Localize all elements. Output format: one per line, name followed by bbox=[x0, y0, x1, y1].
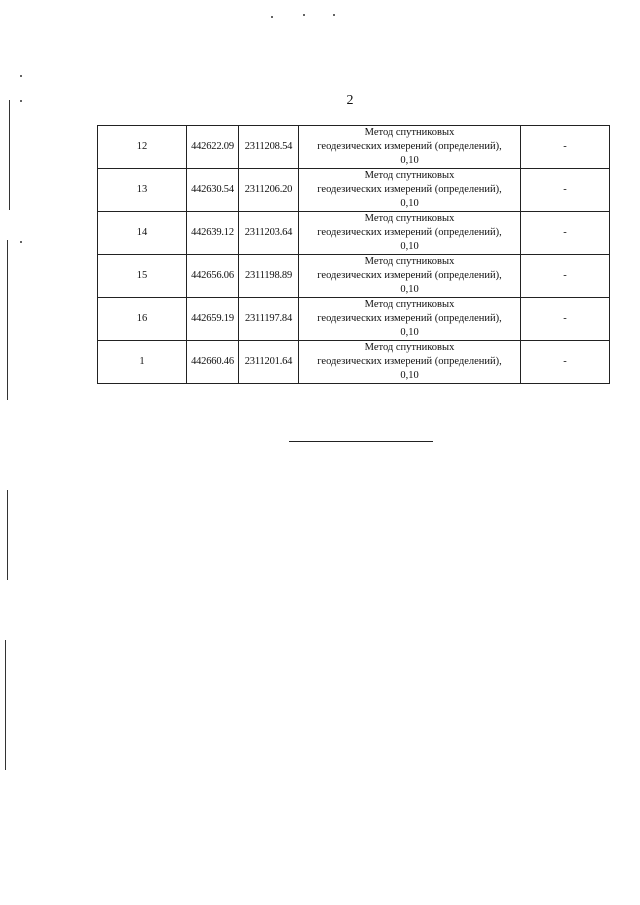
table-row bbox=[98, 298, 610, 341]
scan-edge-mark bbox=[7, 490, 8, 580]
method-line: геодезических измерений (определений), bbox=[317, 356, 502, 367]
y-coordinate-cell: 2311198.89 bbox=[239, 255, 299, 298]
table-row bbox=[98, 341, 610, 384]
x-coordinate-cell: 442659.19 bbox=[187, 298, 239, 341]
method-line: геодезических измерений (определений), bbox=[317, 270, 502, 281]
y-coordinate-cell: 2311197.84 bbox=[239, 298, 299, 341]
method-cell bbox=[299, 169, 521, 212]
description-cell: - bbox=[521, 341, 610, 384]
method-line: 0,10 bbox=[400, 284, 419, 295]
point-number-cell: 15 bbox=[98, 255, 187, 298]
method-line: Метод спутниковых bbox=[364, 213, 455, 224]
method-line: 0,10 bbox=[400, 327, 419, 338]
point-number-cell: 14 bbox=[98, 212, 187, 255]
method-line: Метод спутниковых bbox=[364, 342, 455, 353]
table-row bbox=[98, 212, 610, 255]
point-number-cell: 12 bbox=[98, 126, 187, 169]
scan-speck bbox=[333, 14, 335, 16]
method-line: геодезических измерений (определений), bbox=[317, 227, 502, 238]
method-line: Метод спутниковых bbox=[364, 127, 455, 138]
method-cell bbox=[299, 212, 521, 255]
method-line: Метод спутниковых bbox=[364, 256, 455, 267]
x-coordinate-cell: 442622.09 bbox=[187, 126, 239, 169]
method-line: 0,10 bbox=[400, 241, 419, 252]
description-cell: - bbox=[521, 255, 610, 298]
method-line: 0,10 bbox=[400, 155, 419, 166]
y-coordinate-cell: 2311206.20 bbox=[239, 169, 299, 212]
coordinates-table bbox=[97, 125, 610, 384]
description-cell: - bbox=[521, 298, 610, 341]
scan-speck bbox=[20, 241, 22, 243]
method-cell bbox=[299, 255, 521, 298]
scan-edge-mark bbox=[5, 640, 6, 770]
table-row bbox=[98, 126, 610, 169]
table-row bbox=[98, 169, 610, 212]
x-coordinate-cell: 442639.12 bbox=[187, 212, 239, 255]
y-coordinate-cell: 2311203.64 bbox=[239, 212, 299, 255]
point-number-cell: 16 bbox=[98, 298, 187, 341]
description-cell: - bbox=[521, 169, 610, 212]
method-cell bbox=[299, 298, 521, 341]
scan-speck bbox=[20, 75, 22, 77]
description-cell: - bbox=[521, 212, 610, 255]
x-coordinate-cell: 442656.06 bbox=[187, 255, 239, 298]
scan-speck bbox=[303, 14, 305, 16]
point-number-cell: 1 bbox=[98, 341, 187, 384]
y-coordinate-cell: 2311208.54 bbox=[239, 126, 299, 169]
scan-edge-mark bbox=[9, 100, 10, 210]
method-line: Метод спутниковых bbox=[364, 299, 455, 310]
method-line: Метод спутниковых bbox=[364, 170, 455, 181]
method-cell bbox=[299, 126, 521, 169]
method-line: геодезических измерений (определений), bbox=[317, 184, 502, 195]
x-coordinate-cell: 442630.54 bbox=[187, 169, 239, 212]
method-line: 0,10 bbox=[400, 198, 419, 209]
method-line: геодезических измерений (определений), bbox=[317, 313, 502, 324]
description-cell: - bbox=[521, 126, 610, 169]
method-line: геодезических измерений (определений), bbox=[317, 141, 502, 152]
method-cell bbox=[299, 341, 521, 384]
scan-edge-mark bbox=[7, 240, 8, 400]
table-row bbox=[98, 255, 610, 298]
separator-line bbox=[289, 441, 433, 442]
coordinates-table-body bbox=[98, 126, 610, 384]
y-coordinate-cell: 2311201.64 bbox=[239, 341, 299, 384]
page-number: 2 bbox=[346, 93, 354, 108]
scan-speck bbox=[271, 16, 273, 18]
method-line: 0,10 bbox=[400, 370, 419, 381]
point-number-cell: 13 bbox=[98, 169, 187, 212]
x-coordinate-cell: 442660.46 bbox=[187, 341, 239, 384]
